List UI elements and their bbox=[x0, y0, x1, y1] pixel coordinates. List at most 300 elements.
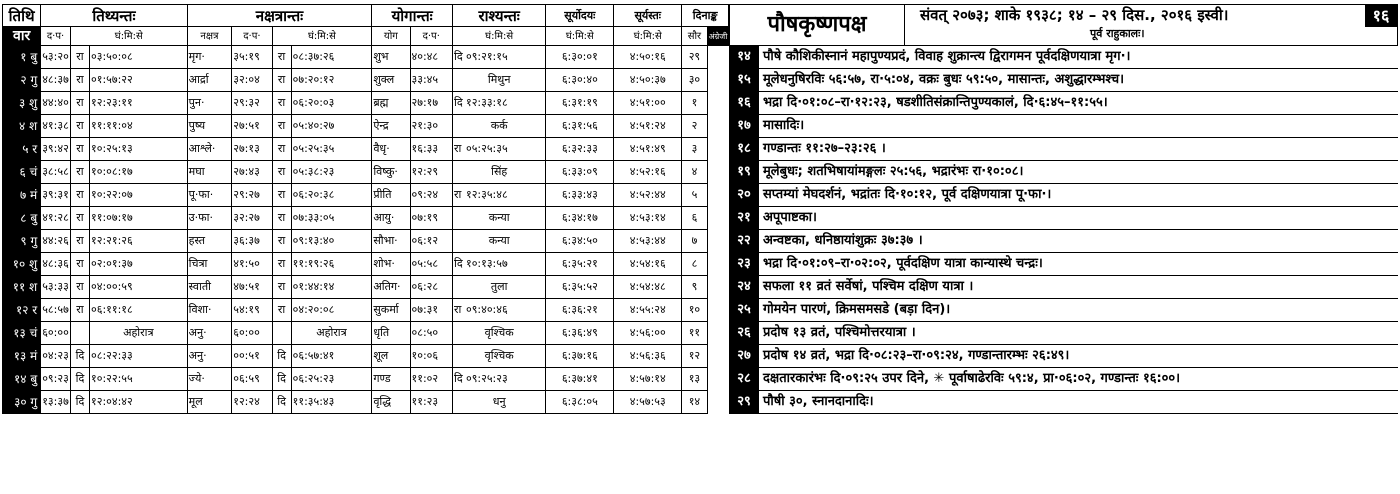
note-row bbox=[729, 138, 1398, 161]
sunset-cell: ४:५४:१६ bbox=[614, 253, 682, 276]
note-text: गण्डान्तः ११:२७–२३:२६ । bbox=[763, 141, 886, 156]
rashi-period: दि bbox=[453, 372, 463, 385]
note-row bbox=[729, 368, 1398, 391]
table-row bbox=[3, 46, 729, 69]
note-text: मूलेधनुषिरविः ५६:५७, रा·५:०४, वक्रः बुधः ५९:५०, मासान्तः, अशुद्धारम्भश्च। bbox=[763, 72, 1125, 87]
sunset-cell: ४:५१:४९ bbox=[614, 138, 682, 161]
sunset-cell: ४:५०:३७ bbox=[614, 69, 682, 92]
nakshatra-cell: आश्ले· bbox=[187, 138, 232, 161]
note-text: अन्वष्टका, धनिष्ठायांशुक्रः ३७:३७ । bbox=[763, 233, 923, 248]
table-body bbox=[3, 46, 729, 414]
yoga-dp-cell: ०९:२४ bbox=[410, 184, 452, 207]
yoga-dp-cell: ११:०२ bbox=[410, 368, 452, 391]
nakshatra-time-cell: ०६:५७:४१ bbox=[291, 345, 372, 368]
tithi-dp-cell: ०४:२३ bbox=[41, 345, 71, 368]
tithi-dp-cell: ४४:२६ bbox=[41, 230, 71, 253]
yoga-cell: ऐन्द्र bbox=[372, 115, 410, 138]
nakshatra-dp-cell: २७:४३ bbox=[232, 161, 272, 184]
yoga-cell: ब्रह्म bbox=[372, 92, 410, 115]
solar-date-cell: ६ bbox=[682, 207, 707, 230]
tithi-time-cell: १२:२१:२६ bbox=[90, 230, 188, 253]
rashi-cell bbox=[452, 368, 545, 391]
nakshatra-dp-cell: ३२:२७ bbox=[232, 207, 272, 230]
rashi-value: धनु bbox=[492, 395, 506, 408]
rashi-period: रा bbox=[453, 188, 462, 201]
yoga-cell: सुकर्मा bbox=[372, 299, 410, 322]
english-date: २५ bbox=[729, 299, 759, 321]
nakshatra-dp-cell: ००:५१ bbox=[232, 345, 272, 368]
table-row bbox=[3, 161, 729, 184]
nakshatra-period-cell: दि bbox=[272, 391, 291, 414]
rashi-cell bbox=[452, 345, 545, 368]
nakshatra-period-cell: रा bbox=[272, 207, 291, 230]
sunrise-cell: ६:३१:१९ bbox=[546, 92, 614, 115]
tithi-period-cell: रा bbox=[70, 92, 89, 115]
note-row bbox=[729, 345, 1398, 368]
nakshatra-dp-cell: २७:१३ bbox=[232, 138, 272, 161]
table-row bbox=[3, 115, 729, 138]
yoga-cell: अतिग· bbox=[372, 276, 410, 299]
table-row bbox=[3, 368, 729, 391]
nakshatra-time-cell: ०७:३३:०५ bbox=[291, 207, 372, 230]
english-date: २८ bbox=[729, 368, 759, 390]
rashi-period: दि bbox=[453, 257, 463, 270]
weekday-cell: ११ श bbox=[3, 276, 41, 299]
solar-date-cell: ८ bbox=[682, 253, 707, 276]
rashi-cell bbox=[452, 115, 545, 138]
tithi-period-cell: दि bbox=[70, 345, 89, 368]
tithi-dp-cell: ४८:३७ bbox=[41, 69, 71, 92]
solar-date-cell: ९ bbox=[682, 276, 707, 299]
table-row bbox=[3, 345, 729, 368]
rashi-value: वृश्चिक bbox=[484, 349, 514, 362]
tithi-period-cell: रा bbox=[70, 138, 89, 161]
rashi-cell bbox=[452, 184, 545, 207]
note-text: पौषे कौशिकीस्नानं महापुण्यप्रदं, विवाह शुक्रान्त्य द्विरागमन पूर्वदक्षिणयात्रा मृग·। bbox=[763, 49, 1131, 64]
nakshatra-cell: अनु· bbox=[187, 322, 232, 345]
note-text: सफला ११ व्रतं सर्वेषां, पश्चिम दक्षिण यात्रा । bbox=[763, 279, 974, 294]
sunrise-cell: ६:३८:०५ bbox=[546, 391, 614, 414]
header-row-2 bbox=[3, 27, 729, 46]
weekday-cell: १२ र bbox=[3, 299, 41, 322]
solar-date-cell: ११ bbox=[682, 322, 707, 345]
rashi-cell bbox=[452, 322, 545, 345]
nakshatra-cell: विशा· bbox=[187, 299, 232, 322]
header-rashi-time: घं:मि:से bbox=[452, 27, 545, 46]
nakshatra-dp-cell: २९:३२ bbox=[232, 92, 272, 115]
nakshatra-cell: पुन· bbox=[187, 92, 232, 115]
note-text: भद्रा दि·०१:०८–रा·१२:२३, षडशीतिसंक्रान्तिपुण्यकालं, दि·६:४५–११:५५। bbox=[763, 95, 1108, 110]
nakshatra-cell: पुष्य bbox=[187, 115, 232, 138]
note-row bbox=[729, 253, 1398, 276]
nakshatra-cell: मृग· bbox=[187, 46, 232, 69]
nakshatra-time-cell: ०६:२०:३८ bbox=[291, 184, 372, 207]
note-row bbox=[729, 46, 1398, 69]
solar-date-cell: २ bbox=[682, 115, 707, 138]
tithi-time-cell: १०:०८:१७ bbox=[90, 161, 188, 184]
english-date: २० bbox=[729, 184, 759, 206]
header-tithi-dp: द·प· bbox=[41, 27, 71, 46]
yoga-dp-cell: ०६:२८ bbox=[410, 276, 452, 299]
table-row bbox=[3, 184, 729, 207]
tithi-period-cell bbox=[70, 322, 89, 345]
yoga-dp-cell: ०८:५० bbox=[410, 322, 452, 345]
tithi-period-cell: रा bbox=[70, 69, 89, 92]
nakshatra-cell: पू·फा· bbox=[187, 184, 232, 207]
nakshatra-time-cell: ०५:२५:३५ bbox=[291, 138, 372, 161]
sunset-cell: ४:५७:१४ bbox=[614, 368, 682, 391]
solar-date-cell: ३ bbox=[682, 138, 707, 161]
nakshatra-time-cell: ०५:३८:२३ bbox=[291, 161, 372, 184]
tithi-period-cell: रा bbox=[70, 299, 89, 322]
tithi-dp-cell: ६०:०० bbox=[41, 322, 71, 345]
english-date: २९ bbox=[729, 391, 759, 413]
header-tithi-time: घं:मि:से bbox=[70, 27, 187, 46]
table-row bbox=[3, 253, 729, 276]
header-nakshatranta: नक्षत्रान्तः bbox=[187, 5, 372, 27]
yoga-dp-cell: १२:२९ bbox=[410, 161, 452, 184]
header-sunrise-time: घं:मि:से bbox=[546, 27, 614, 46]
yoga-dp-cell: २७:१७ bbox=[410, 92, 452, 115]
solar-date-cell: १३ bbox=[682, 368, 707, 391]
nakshatra-period-cell: रा bbox=[272, 161, 291, 184]
nakshatra-dp-cell: ५४:१९ bbox=[232, 299, 272, 322]
nakshatra-cell: हस्त bbox=[187, 230, 232, 253]
rashi-period: दि bbox=[453, 96, 463, 109]
nakshatra-dp-cell: ३२:०४ bbox=[232, 69, 272, 92]
tithi-dp-cell: ४१:२८ bbox=[41, 207, 71, 230]
rashi-value: मिथुन bbox=[487, 73, 511, 86]
note-row bbox=[729, 230, 1398, 253]
yoga-cell: विष्कु· bbox=[372, 161, 410, 184]
header-nakshatra: नक्षत्र bbox=[187, 27, 232, 46]
rashi-value: तुला bbox=[490, 280, 508, 293]
nakshatra-dp-cell: ६०:०० bbox=[232, 322, 272, 345]
table-row bbox=[3, 230, 729, 253]
solar-date-cell: १२ bbox=[682, 345, 707, 368]
tithi-dp-cell: ३९:३१ bbox=[41, 184, 71, 207]
tithi-dp-cell: ४८:३६ bbox=[41, 253, 71, 276]
rashi-value: सिंह bbox=[491, 165, 508, 178]
nakshatra-time-cell: ०४:२०:०८ bbox=[291, 299, 372, 322]
tithi-time-cell: ०१:५७:२२ bbox=[90, 69, 188, 92]
english-date: २३ bbox=[729, 253, 759, 275]
yoga-dp-cell: १०:०६ bbox=[410, 345, 452, 368]
weekday-cell: १३ चं bbox=[3, 322, 41, 345]
english-date: १६ bbox=[729, 92, 759, 114]
yoga-dp-cell: ४०:४८ bbox=[410, 46, 452, 69]
nakshatra-dp-cell: ४७:५१ bbox=[232, 276, 272, 299]
note-text: दक्षतारकारंभः दि·०९:२५ उपर दिने, ✳ पूर्वाषाढेरविः ५९:४, प्रा·०६:०२, गण्डान्तः १६:००। bbox=[763, 371, 1181, 386]
note-row bbox=[729, 92, 1398, 115]
panchang-table bbox=[2, 4, 729, 414]
note-text: गोमयेन पारणं, क्रिमसमसडे (बड़ा दिन)। bbox=[763, 302, 951, 317]
english-date: २६ bbox=[729, 322, 759, 344]
nakshatra-time-cell: ०५:४०:२७ bbox=[291, 115, 372, 138]
yoga-cell: सौभा· bbox=[372, 230, 410, 253]
table-row bbox=[3, 322, 729, 345]
nakshatra-period-cell: रा bbox=[272, 115, 291, 138]
weekday-cell: ३० गु bbox=[3, 391, 41, 414]
nakshatra-time-cell: ०७:२०:१२ bbox=[291, 69, 372, 92]
nakshatra-dp-cell: ४१:५० bbox=[232, 253, 272, 276]
yoga-dp-cell: ०५:५८ bbox=[410, 253, 452, 276]
yoga-cell: शुक्ल bbox=[372, 69, 410, 92]
weekday-cell: १४ बु bbox=[3, 368, 41, 391]
nakshatra-period-cell: रा bbox=[272, 230, 291, 253]
nakshatra-cell: अनु· bbox=[187, 345, 232, 368]
yoga-dp-cell: ३३:४५ bbox=[410, 69, 452, 92]
weekday-cell: ८ बु bbox=[3, 207, 41, 230]
nakshatra-period-cell: रा bbox=[272, 46, 291, 69]
english-date: १९ bbox=[729, 161, 759, 183]
sunset-cell: ४:५२:४४ bbox=[614, 184, 682, 207]
rashi-cell bbox=[452, 69, 545, 92]
tithi-dp-cell: ४४:४० bbox=[41, 92, 71, 115]
header-rashyanta: राश्यन्तः bbox=[452, 5, 545, 27]
tithi-period-cell: दि bbox=[70, 391, 89, 414]
note-row bbox=[729, 207, 1398, 230]
nakshatra-dp-cell: २९:२७ bbox=[232, 184, 272, 207]
nakshatra-cell: ज्ये· bbox=[187, 368, 232, 391]
sunset-cell: ४:५४:४८ bbox=[614, 276, 682, 299]
rashi-value: कन्या bbox=[488, 211, 510, 224]
rashi-period: दि bbox=[453, 50, 463, 63]
rashi-cell bbox=[452, 46, 545, 69]
english-date: २१ bbox=[729, 207, 759, 229]
nakshatra-time-cell: ०६:२५:२३ bbox=[291, 368, 372, 391]
banner bbox=[729, 4, 1398, 46]
table-row bbox=[3, 276, 729, 299]
weekday-cell: १३ मं bbox=[3, 345, 41, 368]
nakshatra-cell: उ·फा· bbox=[187, 207, 232, 230]
rashi-value: ०५:२५:३५ bbox=[465, 142, 508, 155]
tithi-period-cell: रा bbox=[70, 161, 89, 184]
header-yoganta: योगान्तः bbox=[372, 5, 453, 27]
header-solar: सौर bbox=[682, 27, 707, 46]
table-row bbox=[3, 138, 729, 161]
tithi-dp-cell: ४१:३८ bbox=[41, 115, 71, 138]
solar-date-cell: १ bbox=[682, 92, 707, 115]
tithi-dp-cell: ५८:५७ bbox=[41, 299, 71, 322]
note-row bbox=[729, 69, 1398, 92]
yoga-dp-cell: १६:३३ bbox=[410, 138, 452, 161]
nakshatra-dp-cell: २७:५१ bbox=[232, 115, 272, 138]
solar-date-cell: ४ bbox=[682, 161, 707, 184]
solar-date-cell: ३० bbox=[682, 69, 707, 92]
yoga-dp-cell: ०६:१२ bbox=[410, 230, 452, 253]
solar-date-cell: ५ bbox=[682, 184, 707, 207]
rashi-cell bbox=[452, 230, 545, 253]
sunrise-cell: ६:३५:२१ bbox=[546, 253, 614, 276]
table-row bbox=[3, 391, 729, 414]
yoga-cell: प्रीति bbox=[372, 184, 410, 207]
sunset-cell: ४:५१:२४ bbox=[614, 115, 682, 138]
nakshatra-period-cell: रा bbox=[272, 253, 291, 276]
tithi-time-cell: १०:२५:१३ bbox=[90, 138, 188, 161]
yoga-cell: शोभ· bbox=[372, 253, 410, 276]
weekday-cell: ९ गु bbox=[3, 230, 41, 253]
rashi-cell bbox=[452, 138, 545, 161]
header-date: दिनाङ्क bbox=[682, 5, 729, 27]
weekday-cell: ४ श bbox=[3, 115, 41, 138]
rahukal-label: पूर्व राहुकालः। bbox=[1090, 27, 1145, 40]
nakshatra-period-cell: रा bbox=[272, 276, 291, 299]
note-text: अपूपाष्टका। bbox=[763, 210, 817, 225]
sunrise-cell: ६:३७:१६ bbox=[546, 345, 614, 368]
weekday-cell: १० शु bbox=[3, 253, 41, 276]
sunrise-cell: ६:३६:४९ bbox=[546, 322, 614, 345]
tithi-period-cell: रा bbox=[70, 230, 89, 253]
sunset-cell: ४:५७:५३ bbox=[614, 391, 682, 414]
nakshatra-dp-cell: ०६:५९ bbox=[232, 368, 272, 391]
english-date: २७ bbox=[729, 345, 759, 367]
rashi-cell bbox=[452, 161, 545, 184]
tithi-time-cell: ०३:५०:०८ bbox=[90, 46, 188, 69]
note-text: प्रदोष १३ व्रतं, पश्चिमोत्तरयात्रा । bbox=[763, 325, 916, 340]
note-row bbox=[729, 161, 1398, 184]
tithi-time-cell: १२:०४:४२ bbox=[90, 391, 188, 414]
tithi-time-cell: अहोरात्र bbox=[90, 322, 188, 345]
table-row bbox=[3, 207, 729, 230]
nakshatra-period-cell: रा bbox=[272, 299, 291, 322]
weekday-cell: २ गु bbox=[3, 69, 41, 92]
nakshatra-dp-cell: ३६:३७ bbox=[232, 230, 272, 253]
note-row bbox=[729, 115, 1398, 138]
rashi-cell bbox=[452, 253, 545, 276]
table-row bbox=[3, 299, 729, 322]
sunrise-cell: ६:३०:०१ bbox=[546, 46, 614, 69]
english-date: १५ bbox=[729, 69, 759, 91]
tithi-dp-cell: ०९:२३ bbox=[41, 368, 71, 391]
notes-list bbox=[729, 46, 1398, 414]
notes-panel bbox=[729, 4, 1398, 414]
nakshatra-cell: चित्रा bbox=[187, 253, 232, 276]
nakshatra-period-cell: दि bbox=[272, 345, 291, 368]
table-row bbox=[3, 69, 729, 92]
tithi-time-cell: १०:२२:०७ bbox=[90, 184, 188, 207]
rashi-value: वृश्चिक bbox=[484, 326, 514, 339]
nakshatra-time-cell: ०६:२०:०३ bbox=[291, 92, 372, 115]
yoga-cell: वैधृ· bbox=[372, 138, 410, 161]
english-date: १७ bbox=[729, 115, 759, 137]
rashi-value: कर्क bbox=[490, 119, 508, 132]
sunrise-cell: ६:३३:०९ bbox=[546, 161, 614, 184]
tithi-time-cell: १०:२२:५५ bbox=[90, 368, 188, 391]
sunrise-cell: ६:३२:३३ bbox=[546, 138, 614, 161]
tithi-period-cell: रा bbox=[70, 46, 89, 69]
solar-date-cell: ७ bbox=[682, 230, 707, 253]
english-date: १८ bbox=[729, 138, 759, 160]
yoga-cell: गण्ड bbox=[372, 368, 410, 391]
yoga-cell: धृति bbox=[372, 322, 410, 345]
sunset-cell: ४:५६:०० bbox=[614, 322, 682, 345]
tithi-period-cell: रा bbox=[70, 207, 89, 230]
tithi-dp-cell: ३८:५८ bbox=[41, 161, 71, 184]
yoga-dp-cell: ०७:१९ bbox=[410, 207, 452, 230]
sunset-cell: ४:५५:२४ bbox=[614, 299, 682, 322]
sunset-cell: ४:५२:१६ bbox=[614, 161, 682, 184]
tithi-period-cell: रा bbox=[70, 115, 89, 138]
sunset-cell: ४:५६:३६ bbox=[614, 345, 682, 368]
header-yoga: योग bbox=[372, 27, 410, 46]
tithi-time-cell: ०४:००:५९ bbox=[90, 276, 188, 299]
yoga-dp-cell: २१:३० bbox=[410, 115, 452, 138]
sunrise-cell: ६:३४:१७ bbox=[546, 207, 614, 230]
nakshatra-time-cell: ११:१९:२६ bbox=[291, 253, 372, 276]
nakshatra-period-cell bbox=[272, 322, 291, 345]
samvat-line: संवत् २०७३; शाके १९३८; १४ – २९ दिस., २०१६ इस्वी। bbox=[920, 6, 1229, 24]
sunrise-cell: ६:३०:४० bbox=[546, 69, 614, 92]
english-date: १४ bbox=[729, 46, 759, 68]
rashi-cell bbox=[452, 299, 545, 322]
nakshatra-cell: मूल bbox=[187, 391, 232, 414]
rashi-value: कन्या bbox=[488, 234, 510, 247]
sunrise-cell: ६:३७:४१ bbox=[546, 368, 614, 391]
header-sunrise: सूर्योदयः bbox=[546, 5, 614, 27]
sunrise-cell: ६:३५:५२ bbox=[546, 276, 614, 299]
nakshatra-period-cell: रा bbox=[272, 184, 291, 207]
note-text: सप्तम्यां मेघदर्शनं, भद्रांतः दि·१०:१२, पूर्व दक्षिणयात्रा पू·फा·। bbox=[763, 187, 1052, 202]
tithi-time-cell: ०२:०१:३७ bbox=[90, 253, 188, 276]
rashi-period: रा bbox=[453, 142, 462, 155]
rashi-period: रा bbox=[453, 303, 462, 316]
tithi-dp-cell: ५३:३३ bbox=[41, 276, 71, 299]
tithi-period-cell: रा bbox=[70, 276, 89, 299]
yoga-cell: शुभ bbox=[372, 46, 410, 69]
note-text: भद्रा दि·०१:०९–रा·०२:०२, पूर्वदक्षिण यात्रा कान्यास्थे चन्द्रः। bbox=[763, 256, 1043, 271]
nakshatra-cell: मघा bbox=[187, 161, 232, 184]
note-row bbox=[729, 276, 1398, 299]
tithi-period-cell: रा bbox=[70, 184, 89, 207]
header-tithyanta: तिथ्यन्तः bbox=[41, 5, 187, 27]
rashi-value: ०९:४०:४६ bbox=[465, 303, 508, 316]
sunset-cell: ४:५३:१४ bbox=[614, 207, 682, 230]
rashi-value: १०:१३:५७ bbox=[465, 257, 508, 270]
sunset-cell: ४:५३:४४ bbox=[614, 230, 682, 253]
header-nakshatra-time: घं:मि:से bbox=[272, 27, 372, 46]
header-row-1 bbox=[3, 5, 729, 27]
header-english: अंग्रेजी bbox=[707, 27, 728, 46]
solar-date-cell: १० bbox=[682, 299, 707, 322]
nakshatra-period-cell: रा bbox=[272, 138, 291, 161]
nakshatra-cell: स्वाती bbox=[187, 276, 232, 299]
sunrise-cell: ६:३१:५६ bbox=[546, 115, 614, 138]
nakshatra-time-cell: ११:३५:४३ bbox=[291, 391, 372, 414]
nakshatra-period-cell: रा bbox=[272, 92, 291, 115]
yoga-cell: वृद्धि bbox=[372, 391, 410, 414]
header-sunset-time: घं:मि:से bbox=[614, 27, 682, 46]
rashi-cell bbox=[452, 207, 545, 230]
yoga-dp-cell: ०७:३१ bbox=[410, 299, 452, 322]
nakshatra-dp-cell: ३५:१९ bbox=[232, 46, 272, 69]
nakshatra-time-cell: ०८:३७:२६ bbox=[291, 46, 372, 69]
note-row bbox=[729, 299, 1398, 322]
nakshatra-cell: आर्द्रा bbox=[187, 69, 232, 92]
yoga-dp-cell: ११:२३ bbox=[410, 391, 452, 414]
tithi-dp-cell: १३:३७ bbox=[41, 391, 71, 414]
header-sunset: सूर्यस्तः bbox=[614, 5, 682, 27]
table-row bbox=[3, 92, 729, 115]
sunrise-cell: ६:३३:४३ bbox=[546, 184, 614, 207]
rashi-value: १२:३३:१८ bbox=[465, 96, 508, 109]
tithi-period-cell: रा bbox=[70, 253, 89, 276]
nakshatra-time-cell: अहोरात्र bbox=[291, 322, 372, 345]
weekday-cell: ३ शु bbox=[3, 92, 41, 115]
note-row bbox=[729, 184, 1398, 207]
tithi-time-cell: ०६:११:१८ bbox=[90, 299, 188, 322]
tithi-time-cell: ११:०७:१७ bbox=[90, 207, 188, 230]
